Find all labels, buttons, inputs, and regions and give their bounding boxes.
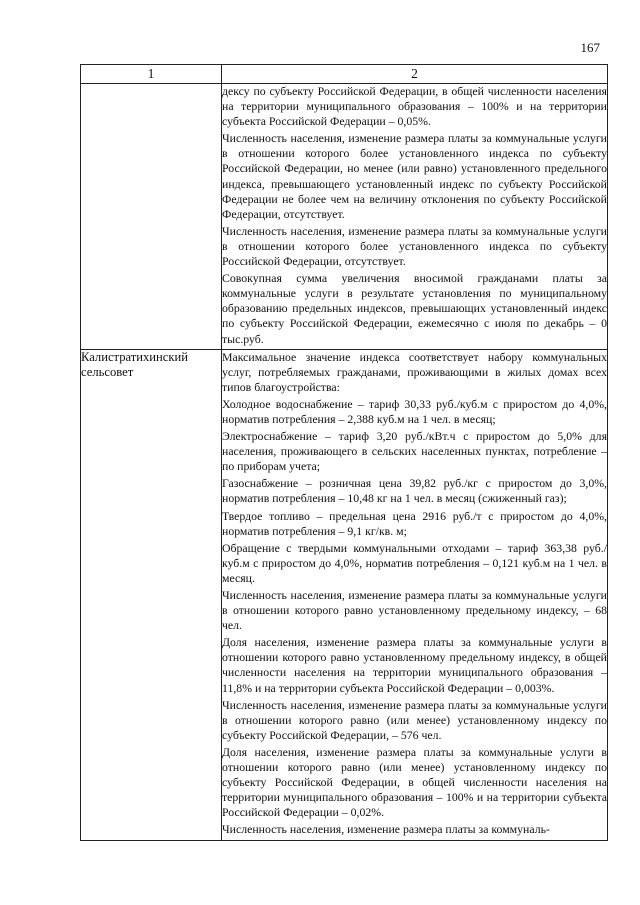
paragraph: Совокупная сумма увеличения вносимой гражданами платы за коммунальные услуги в результате установления по муниципальному образованию предельных индексов, превышающих установленный индекс по субъекту Российской Федерации, ежемесячно с июля по декабрь – 0 тыс.руб. bbox=[222, 271, 607, 346]
paragraph: Численность населения, изменение размера платы за коммуналь- bbox=[222, 822, 550, 837]
table-row bbox=[81, 84, 608, 350]
row-text-cell bbox=[222, 349, 608, 840]
paragraph: дексу по субъекту Российской Федерации, в общей численности населения на территории муниципального образования – 100% и на территории субъекта Российской Федерации – 0,05%. bbox=[222, 84, 607, 129]
paragraph: Доля населения, изменение размера платы за коммунальные услуги в отношении которого равно установленному предельному индексу, в общей численности населения на территории муниципального образования – 11,8% и на территории субъекта Российской Федерации – 0,003%. bbox=[222, 635, 607, 695]
paragraph: Численность населения, изменение размера платы за коммунальные услуги в отношении которого равно установленному предельному индексу, – 68 чел. bbox=[222, 588, 607, 633]
column-header-2: 2 bbox=[222, 65, 608, 84]
paragraph: Максимальное значение индекса соответствует набору коммунальных услуг, потребляемых гражданами, проживающими в жилых домах всех типов благоустройства: bbox=[222, 349, 607, 394]
paragraph: Твердое топливо – предельная цена 2916 руб./т с приростом до 4,0%, норматив потребления – 9,1 кг/кв. м; bbox=[222, 508, 607, 538]
data-table bbox=[80, 64, 608, 841]
paragraph: Доля населения, изменение размера платы за коммунальные услуги в отношении которого равно (или менее) установленному индексу по субъекту Российской Федерации, в общей численности населения на территории муниципального образования – 100% и на территории субъекта Российской Федерации – 0,02%. bbox=[222, 744, 607, 820]
column-header-1: 1 bbox=[81, 65, 222, 84]
page-number: 167 bbox=[580, 40, 600, 55]
table-header-row bbox=[81, 65, 608, 84]
table-row bbox=[81, 349, 608, 840]
paragraph: Численность населения, изменение размера платы за коммунальные услуги в отношении которого равно (или менее) установленному индексу по субъекту Российской Федерации, – 576 чел. bbox=[222, 697, 607, 742]
row-text-cell bbox=[222, 84, 608, 350]
row-name-cell bbox=[81, 84, 222, 350]
paragraph: Численность населения, изменение размера платы за коммунальные услуги в отношении которого более установленного индекса по субъекту Российской Федерации, но менее (или равно) установленного предельного индекса, превышающего установленный индекс по субъекту Российской Федерации не более чем на величину отклонения по субъекту Российской Федерации, отсутствует. bbox=[222, 131, 607, 221]
paragraph: Холодное водоснабжение – тариф 30,33 руб./куб.м с приростом до 4,0%, норматив потребления – 2,388 куб.м на 1 чел. в месяц; bbox=[222, 396, 607, 426]
paragraph: Обращение с твердыми коммунальными отходами – тариф 363,38 руб./куб.м с приростом до 4,0%, норматив потребления – 0,121 куб.м на 1 чел. в месяц. bbox=[222, 540, 607, 585]
paragraph: Численность населения, изменение размера платы за коммунальные услуги в отношении которого более установленного индекса по субъекту Российской Федерации, отсутствует. bbox=[222, 223, 607, 269]
paragraph: Электроснабжение – тариф 3,20 руб./кВт.ч с приростом до 5,0% для населения, проживающего в сельских населенных пунктах, потребление – по приборам учета; bbox=[222, 429, 607, 474]
paragraph: Газоснабжение – розничная цена 39,82 руб./кг с приростом до 3,0%, норматив потребления – 10,48 кг на 1 чел. в месяц (сжиженный газ); bbox=[222, 476, 607, 506]
row-name-cell: Калистратихинский сельсовет bbox=[81, 349, 222, 840]
